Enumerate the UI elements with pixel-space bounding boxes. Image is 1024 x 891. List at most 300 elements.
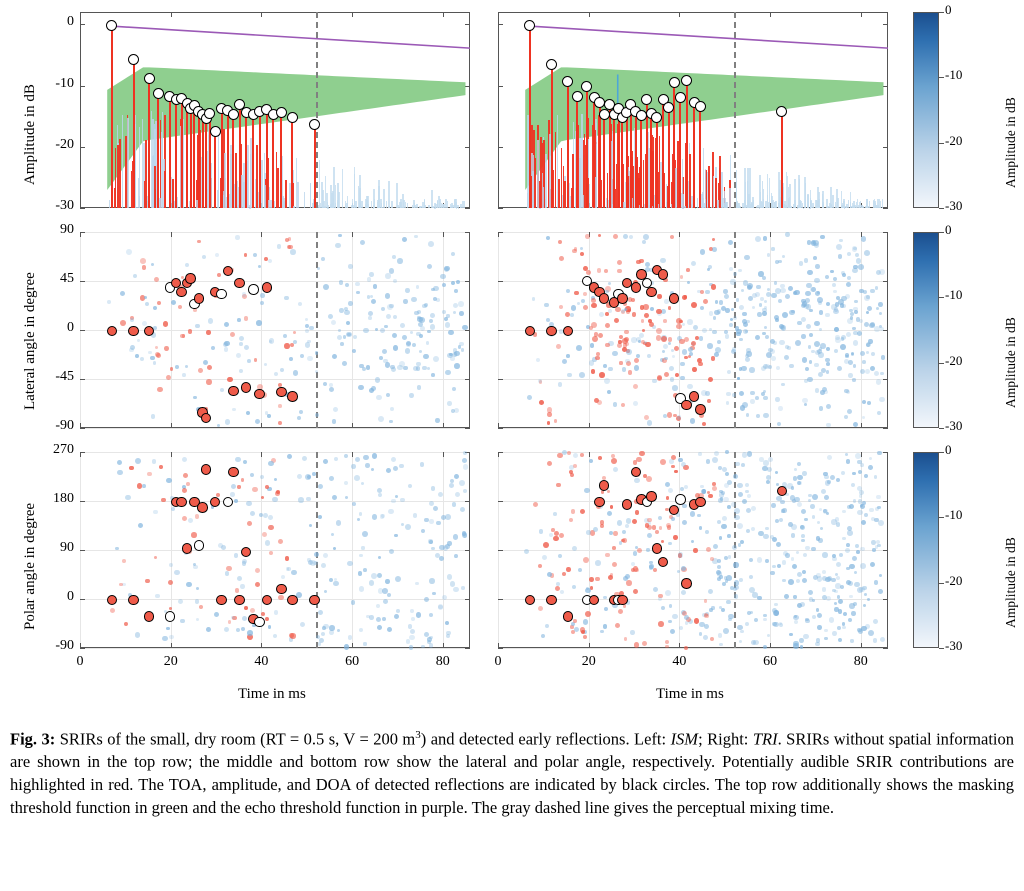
srir-point xyxy=(247,630,252,635)
srir-point xyxy=(206,379,212,385)
srir-point xyxy=(125,495,130,500)
srir-point xyxy=(333,581,338,586)
srir-point xyxy=(409,393,414,398)
srir-point xyxy=(617,520,622,525)
srir-point xyxy=(813,256,817,260)
srir-point xyxy=(846,543,850,547)
srir-point xyxy=(775,397,780,402)
srir-point xyxy=(667,412,672,417)
srir-stem xyxy=(544,161,546,208)
srir-stem xyxy=(388,206,390,208)
srir-point xyxy=(107,300,111,304)
srir-point xyxy=(778,260,782,264)
srir-point xyxy=(178,305,182,309)
srir-stem xyxy=(463,201,465,208)
srir-point xyxy=(613,531,617,535)
detected-reflection-marker xyxy=(695,101,706,112)
colorbar-tick-label: -20 xyxy=(945,132,963,148)
srir-point xyxy=(734,580,740,586)
srir-point xyxy=(800,645,804,649)
srir-stem xyxy=(739,205,741,208)
srir-point xyxy=(804,258,808,262)
detected-reflection-marker xyxy=(194,293,205,304)
xtick-mark xyxy=(352,643,353,648)
srir-point xyxy=(553,512,557,516)
srir-stem xyxy=(399,202,401,208)
srir-point xyxy=(438,492,443,497)
srir-point xyxy=(397,258,402,263)
srir-point xyxy=(224,347,228,351)
srir-point xyxy=(854,300,858,304)
row3-xlabel-left: Time in ms xyxy=(238,686,306,702)
srir-point xyxy=(406,342,410,346)
srir-point xyxy=(661,336,667,342)
srir-point xyxy=(833,309,838,314)
srir-point xyxy=(359,364,364,369)
srir-stem xyxy=(382,207,384,208)
colorbar-label-row3: Amplitude in dB xyxy=(1003,537,1018,628)
srir-point xyxy=(866,343,870,347)
detected-reflection-marker xyxy=(669,77,680,88)
srir-point xyxy=(288,237,291,240)
srir-stem xyxy=(879,207,881,208)
srir-point xyxy=(642,329,645,332)
srir-point xyxy=(847,526,852,531)
srir-point xyxy=(711,284,716,289)
srir-point xyxy=(634,478,640,484)
srir-point xyxy=(442,283,446,287)
srir-point xyxy=(717,577,721,581)
xtick-mark xyxy=(443,423,444,428)
caption-tri: TRI xyxy=(752,729,778,749)
srir-point xyxy=(416,366,421,371)
reflection-stem xyxy=(239,103,241,208)
ytick-label: 0 xyxy=(67,320,74,335)
srir-point xyxy=(600,524,604,528)
srir-point xyxy=(733,316,737,320)
srir-stem xyxy=(532,203,534,208)
srir-point xyxy=(725,334,729,338)
xtick-mark xyxy=(352,232,353,237)
srir-stem xyxy=(441,206,443,208)
srir-point xyxy=(305,342,310,347)
srir-stem xyxy=(719,156,721,208)
detected-reflection-marker xyxy=(617,595,628,606)
srir-point xyxy=(693,548,697,552)
srir-point xyxy=(235,235,239,239)
srir-stem xyxy=(451,205,453,208)
srir-point xyxy=(444,266,450,272)
srir-point xyxy=(672,385,678,391)
detected-reflection-marker xyxy=(681,578,692,589)
srir-point xyxy=(151,414,156,419)
row1-ylabel: Amplitude in dB xyxy=(22,84,38,185)
srir-point xyxy=(727,534,731,538)
srir-point xyxy=(740,540,744,544)
ytick-mark xyxy=(498,379,503,380)
srir-point xyxy=(656,309,662,315)
srir-point xyxy=(454,554,458,558)
srir-stem xyxy=(304,192,306,208)
srir-stem xyxy=(327,202,329,208)
srir-point xyxy=(680,376,685,381)
srir-point xyxy=(235,588,240,593)
srir-point xyxy=(874,371,879,376)
srir-stem xyxy=(310,183,312,208)
srir-point xyxy=(712,486,717,491)
srir-point xyxy=(539,400,544,405)
srir-point xyxy=(450,581,455,586)
srir-stem xyxy=(539,181,541,208)
srir-point xyxy=(378,416,384,422)
srir-point xyxy=(804,518,807,521)
srir-point xyxy=(344,644,349,649)
srir-point xyxy=(612,351,618,357)
srir-point xyxy=(241,627,245,631)
srir-point xyxy=(554,531,559,536)
srir-point xyxy=(737,483,742,488)
colorbar-tick-label: -30 xyxy=(945,638,963,653)
reflection-stem xyxy=(593,97,595,208)
detected-reflection-marker xyxy=(197,502,208,513)
srir-point xyxy=(779,623,783,627)
srir-point xyxy=(237,318,241,322)
srir-point xyxy=(331,533,334,536)
srir-point xyxy=(814,321,819,326)
srir-point xyxy=(630,630,635,635)
srir-point xyxy=(718,498,722,502)
detected-reflection-marker xyxy=(254,617,265,628)
srir-point xyxy=(368,316,372,320)
srir-point xyxy=(359,512,362,515)
srir-point xyxy=(835,335,840,340)
reflection-stem xyxy=(202,114,204,208)
srir-point xyxy=(157,387,163,393)
srir-stem xyxy=(145,140,147,208)
srir-point xyxy=(258,265,261,268)
xtick-mark xyxy=(861,423,862,428)
reflection-stem xyxy=(650,112,652,208)
srir-stem xyxy=(810,200,812,208)
srir-point xyxy=(784,355,789,360)
srir-point xyxy=(805,619,810,624)
ytick-mark xyxy=(80,428,85,429)
srir-stem xyxy=(297,182,299,208)
srir-point xyxy=(430,313,435,318)
srir-point xyxy=(583,292,587,296)
srir-point xyxy=(547,407,552,412)
srir-point xyxy=(240,584,244,588)
srir-point xyxy=(838,254,842,258)
srir-point xyxy=(878,302,883,307)
srir-point xyxy=(120,320,126,326)
detected-reflection-marker xyxy=(128,595,139,606)
srir-point xyxy=(166,375,171,380)
srir-point xyxy=(871,540,876,545)
srir-point xyxy=(556,582,560,586)
srir-point xyxy=(852,378,855,381)
srir-stem xyxy=(771,196,773,208)
srir-point xyxy=(665,640,669,644)
colorbar-tick-mark xyxy=(939,143,944,144)
srir-stem xyxy=(800,201,802,208)
srir-stem xyxy=(713,176,715,208)
reflection-stem xyxy=(613,114,615,208)
srir-point xyxy=(749,367,754,372)
srir-point xyxy=(287,567,291,571)
ytick-mark xyxy=(80,452,85,453)
srir-point xyxy=(813,240,819,246)
xtick-mark xyxy=(679,452,680,457)
srir-point xyxy=(844,415,848,419)
srir-point xyxy=(436,298,440,302)
srir-stem xyxy=(355,201,357,208)
srir-point xyxy=(337,629,340,632)
srir-point xyxy=(663,319,667,323)
detected-reflection-marker xyxy=(262,282,273,293)
srir-point xyxy=(741,463,745,467)
srir-point xyxy=(215,253,219,257)
srir-point xyxy=(820,235,824,239)
srir-stem xyxy=(545,154,547,208)
srir-point xyxy=(712,247,717,252)
srir-point xyxy=(824,495,829,500)
srir-point xyxy=(735,326,739,330)
srir-point xyxy=(855,453,861,459)
srir-point xyxy=(791,524,797,530)
srir-point xyxy=(862,586,867,591)
srir-point xyxy=(778,406,783,411)
srir-point xyxy=(757,596,761,600)
srir-stem xyxy=(218,130,220,208)
srir-stem xyxy=(412,205,414,208)
srir-point xyxy=(679,339,685,345)
srir-point xyxy=(827,480,831,484)
ytick-label: 0 xyxy=(67,589,74,604)
srir-point xyxy=(386,393,390,397)
srir-stem xyxy=(319,160,321,208)
reflection-stem xyxy=(133,59,135,208)
srir-point xyxy=(186,582,191,587)
srir-point xyxy=(597,268,602,273)
srir-stem xyxy=(277,168,279,208)
srir-point xyxy=(687,281,690,284)
srir-stem xyxy=(324,206,326,208)
srir-point xyxy=(599,312,604,317)
srir-point xyxy=(636,354,640,358)
srir-point xyxy=(864,250,870,256)
srir-point xyxy=(393,315,397,319)
srir-point xyxy=(126,249,132,255)
srir-point xyxy=(610,573,613,576)
srir-point xyxy=(462,325,467,330)
srir-point xyxy=(755,396,759,400)
srir-point xyxy=(712,457,718,463)
srir-point xyxy=(852,327,855,330)
colorbar-tick-mark xyxy=(939,428,944,429)
colorbar-tick-mark xyxy=(939,517,944,518)
srir-stem xyxy=(581,114,583,208)
srir-stem xyxy=(817,201,819,208)
reflection-stem xyxy=(656,116,658,208)
reflection-stem xyxy=(609,104,611,208)
srir-point xyxy=(416,612,421,617)
srir-point xyxy=(342,361,347,366)
detected-reflection-marker xyxy=(276,107,287,118)
srir-point xyxy=(145,302,149,306)
srir-point xyxy=(166,478,171,483)
srir-point xyxy=(555,586,560,591)
srir-stem xyxy=(537,140,539,208)
colorbar-tick-mark xyxy=(939,232,944,233)
xtick-mark xyxy=(770,232,771,237)
srir-point xyxy=(603,364,607,368)
srir-stem xyxy=(852,203,854,208)
detected-reflection-marker xyxy=(185,273,196,284)
mixing-time-line xyxy=(316,452,318,648)
srir-stem xyxy=(744,168,746,208)
srir-point xyxy=(449,483,454,488)
srir-point xyxy=(387,304,393,310)
srir-point xyxy=(391,457,396,462)
srir-point xyxy=(290,249,295,254)
srir-point xyxy=(543,542,549,548)
srir-point xyxy=(836,478,840,482)
srir-point xyxy=(739,367,743,371)
reflection-stem xyxy=(245,112,247,208)
srir-point xyxy=(726,392,730,396)
srir-point xyxy=(153,510,157,514)
srir-point xyxy=(231,484,236,489)
ytick-mark xyxy=(883,379,888,380)
srir-stem xyxy=(139,127,141,208)
srir-point xyxy=(557,453,562,458)
srir-point xyxy=(394,534,398,538)
srir-point xyxy=(845,294,850,299)
srir-point xyxy=(832,631,837,636)
srir-point xyxy=(164,346,169,351)
srir-stem xyxy=(256,145,258,208)
srir-point xyxy=(453,311,456,314)
srir-point xyxy=(321,257,325,261)
srir-point xyxy=(733,272,736,275)
srir-point xyxy=(163,321,169,327)
srir-point xyxy=(822,552,827,557)
srir-point xyxy=(369,388,374,393)
ytick-mark xyxy=(498,648,503,649)
srir-point xyxy=(829,617,835,623)
srir-point xyxy=(675,373,679,377)
srir-point xyxy=(595,356,599,360)
srir-point xyxy=(814,341,820,347)
srir-point xyxy=(597,400,602,405)
ytick-mark xyxy=(498,599,503,600)
xtick-label: 20 xyxy=(581,654,596,669)
srir-stem xyxy=(788,200,790,208)
srir-point xyxy=(389,420,392,423)
srir-point xyxy=(343,335,347,339)
detected-reflection-marker xyxy=(652,543,663,554)
srir-stem xyxy=(162,112,164,208)
srir-point xyxy=(655,530,659,534)
srir-stem xyxy=(136,207,138,208)
srir-point xyxy=(842,622,846,626)
srir-stem xyxy=(109,200,111,208)
srir-point xyxy=(692,367,697,372)
srir-point xyxy=(809,333,813,337)
srir-point xyxy=(355,457,360,462)
srir-point xyxy=(117,470,122,475)
srir-stem xyxy=(702,192,704,208)
reflection-stem xyxy=(252,114,254,208)
srir-point xyxy=(676,324,682,330)
srir-point xyxy=(459,311,464,316)
srir-point xyxy=(400,323,405,328)
srir-point xyxy=(767,634,770,637)
srir-stem xyxy=(867,206,869,208)
srir-point xyxy=(757,312,761,316)
srir-point xyxy=(668,542,671,545)
xtick-mark xyxy=(261,232,262,237)
srir-point xyxy=(745,357,750,362)
srir-stem xyxy=(261,160,263,208)
srir-point xyxy=(539,529,543,533)
srir-point xyxy=(340,342,344,346)
srir-point xyxy=(591,369,596,374)
srir-point xyxy=(797,502,802,507)
srir-point xyxy=(291,570,297,576)
srir-point xyxy=(305,324,309,328)
srir-point xyxy=(431,373,435,377)
srir-point xyxy=(242,561,246,565)
srir-stem xyxy=(631,198,633,208)
srir-stem xyxy=(853,205,855,208)
srir-point xyxy=(714,451,719,456)
srir-point xyxy=(228,620,231,623)
srir-point xyxy=(665,645,669,649)
srir-stem xyxy=(416,204,418,208)
srir-stem xyxy=(835,202,837,208)
srir-point xyxy=(585,234,590,239)
reflection-stem xyxy=(686,79,688,208)
srir-stem xyxy=(335,185,337,208)
ytick-label: 180 xyxy=(53,491,74,506)
srir-point xyxy=(868,465,873,470)
srir-point xyxy=(841,337,845,341)
srir-stem xyxy=(383,189,385,208)
srir-point xyxy=(595,560,601,566)
colorbar-row2 xyxy=(913,232,939,428)
srir-point xyxy=(580,252,584,256)
srir-point xyxy=(224,341,229,346)
srir-stem xyxy=(127,118,129,208)
srir-point xyxy=(738,269,742,273)
ytick-mark xyxy=(465,550,470,551)
srir-point xyxy=(580,247,583,250)
srir-point xyxy=(145,579,149,583)
srir-point xyxy=(409,645,413,649)
srir-point xyxy=(377,573,382,578)
detected-reflection-marker xyxy=(194,540,205,551)
srir-point xyxy=(812,494,818,500)
srir-stem xyxy=(119,139,121,208)
srir-stem xyxy=(768,202,770,208)
srir-stem xyxy=(778,203,780,208)
srir-point xyxy=(351,464,356,469)
srir-point xyxy=(761,392,765,396)
srir-point xyxy=(766,352,772,358)
srir-point xyxy=(827,455,832,460)
